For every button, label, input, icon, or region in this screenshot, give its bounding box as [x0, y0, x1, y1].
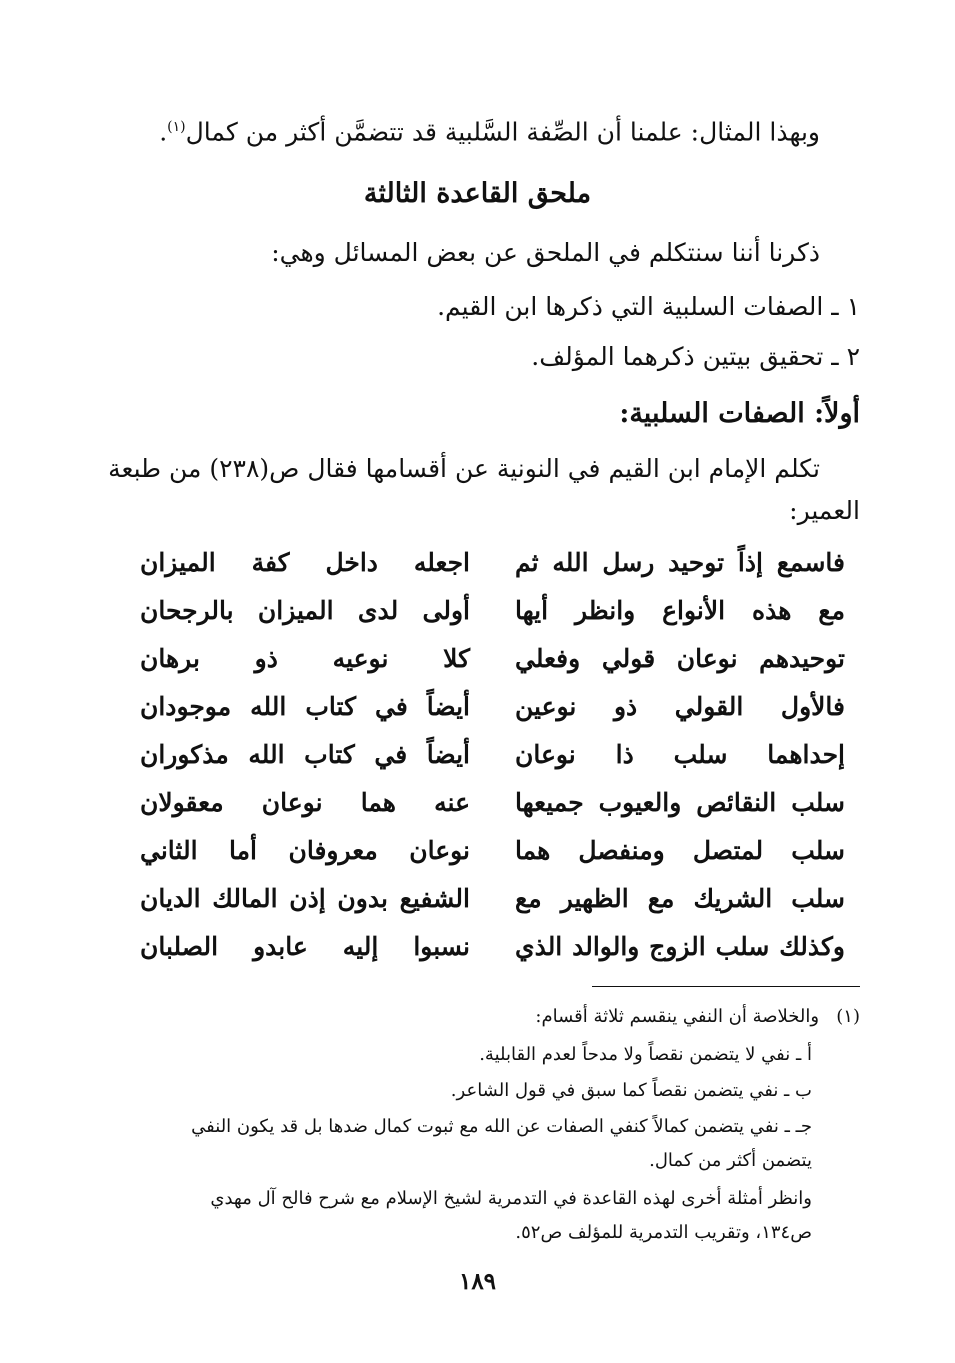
footnote-line-2: أ ـ نفي لا يتضمن نقصاً ولا مدحاً لعدم القابلية. — [479, 1044, 812, 1065]
verse-row — [110, 932, 845, 980]
verse-second-hemistich: نسبوا إليه عابدو الصلبان — [140, 932, 470, 961]
footnote-line-3: ب ـ نفي يتضمن نقصاً كما سبق في قول الشاعر. — [450, 1080, 812, 1101]
verse-row — [110, 548, 845, 596]
quote-intro-line-2: العمير: — [789, 496, 860, 525]
verse-row — [110, 692, 845, 740]
verse-second-hemistich: أيضاً في كتاب الله موجودان — [140, 692, 470, 721]
subheading: أولاً: الصفات السلبية: — [619, 398, 860, 429]
section-heading: ملحق القاعدة الثالثة — [363, 178, 592, 209]
footnote-ref: (١) — [167, 119, 186, 135]
verse-row — [110, 884, 845, 932]
list-item-1: ١ ـ الصفات السلبية التي ذكرها ابن القيم. — [437, 292, 860, 321]
quote-intro-line-1: تكلم الإمام ابن القيم في النونية عن أقسامها فقال ص(٢٣٨) من طبعة — [108, 454, 820, 483]
verse-second-hemistich: أيضاً في كتاب الله مذكوران — [140, 740, 470, 769]
intro-text: وبهذا المثال: علمنا أن الصِّفة السَّلبية قد تتضمَّن أكثر من كمال — [185, 117, 820, 147]
verse-second-hemistich: كلا نوعيه ذو برهان — [140, 644, 470, 673]
footnote-line-6: وانظر أمثلة أخرى لهذه القاعدة في التدمرية لشيخ الإسلام مع شرح فالح آل مهدي — [210, 1188, 812, 1209]
verse-first-hemistich: سلب النقائص والعيوب جميعها — [515, 788, 845, 817]
verse-first-hemistich: إحداهما سلب ذا نوعان — [515, 740, 845, 769]
verse-row — [110, 788, 845, 836]
verse-first-hemistich: سلب لمتصل ومنفصل هما — [515, 836, 845, 865]
intro-end: . — [159, 117, 168, 147]
paragraph-line-1: ذكرنا أننا سنتكلم في الملحق عن بعض المسائل وهي: — [271, 238, 820, 267]
verse-first-hemistich: مع هذه الأنواع وانظر أيها — [515, 596, 845, 625]
verse-second-hemistich: الشفيع بدون إذن المالك الديان — [140, 884, 470, 913]
verse-second-hemistich: نوعان معروفان أما الثاني — [140, 836, 470, 865]
footnote-marker: (١) — [836, 1006, 860, 1027]
verse-row — [110, 836, 845, 884]
footnote-line-7: ص١٣٤، وتقريب التدمرية للمؤلف ص٥٢. — [515, 1222, 812, 1243]
footnote-line-1 — [95, 1004, 860, 1030]
verse-first-hemistich: فاسمع إذاً توحيد رسل الله ثم — [515, 548, 845, 577]
footnote-line-5: يتضمن أكثر من كمال. — [649, 1150, 812, 1171]
verse-second-hemistich: أولى لدى الميزان بالرجحان — [140, 596, 470, 625]
verse-first-hemistich: فالأول القولي ذو نوعين — [515, 692, 845, 721]
verse-first-hemistich: توحيدهم نوعان قولي وفعلي — [515, 644, 845, 673]
verse-row — [110, 740, 845, 788]
verse-second-hemistich: اجعله داخل كفة الميزان — [140, 548, 470, 577]
verse-first-hemistich: وكذلك سلب الزوج والوالد الذي — [515, 932, 845, 961]
intro-line — [95, 110, 860, 149]
verse-row — [110, 596, 845, 644]
verse-first-hemistich: سلب الشريك مع الظهير مع — [515, 884, 845, 913]
verse-second-hemistich: عنه هما نوعان معقولان — [140, 788, 470, 817]
verse-row — [110, 644, 845, 692]
footnote-line-4: جـ ـ نفي يتضمن كمالاً كنفي الصفات عن الله مع ثبوت كمال ضدها بل قد يكون النفي — [191, 1116, 812, 1137]
page-number: ١٨٩ — [458, 1268, 497, 1295]
list-item-2: ٢ ـ تحقيق بيتين ذكرهما المؤلف. — [531, 342, 860, 371]
footnote-divider — [592, 986, 860, 987]
footnote-text: والخلاصة أن النفي ينقسم ثلاثة أقسام: — [535, 1006, 820, 1027]
